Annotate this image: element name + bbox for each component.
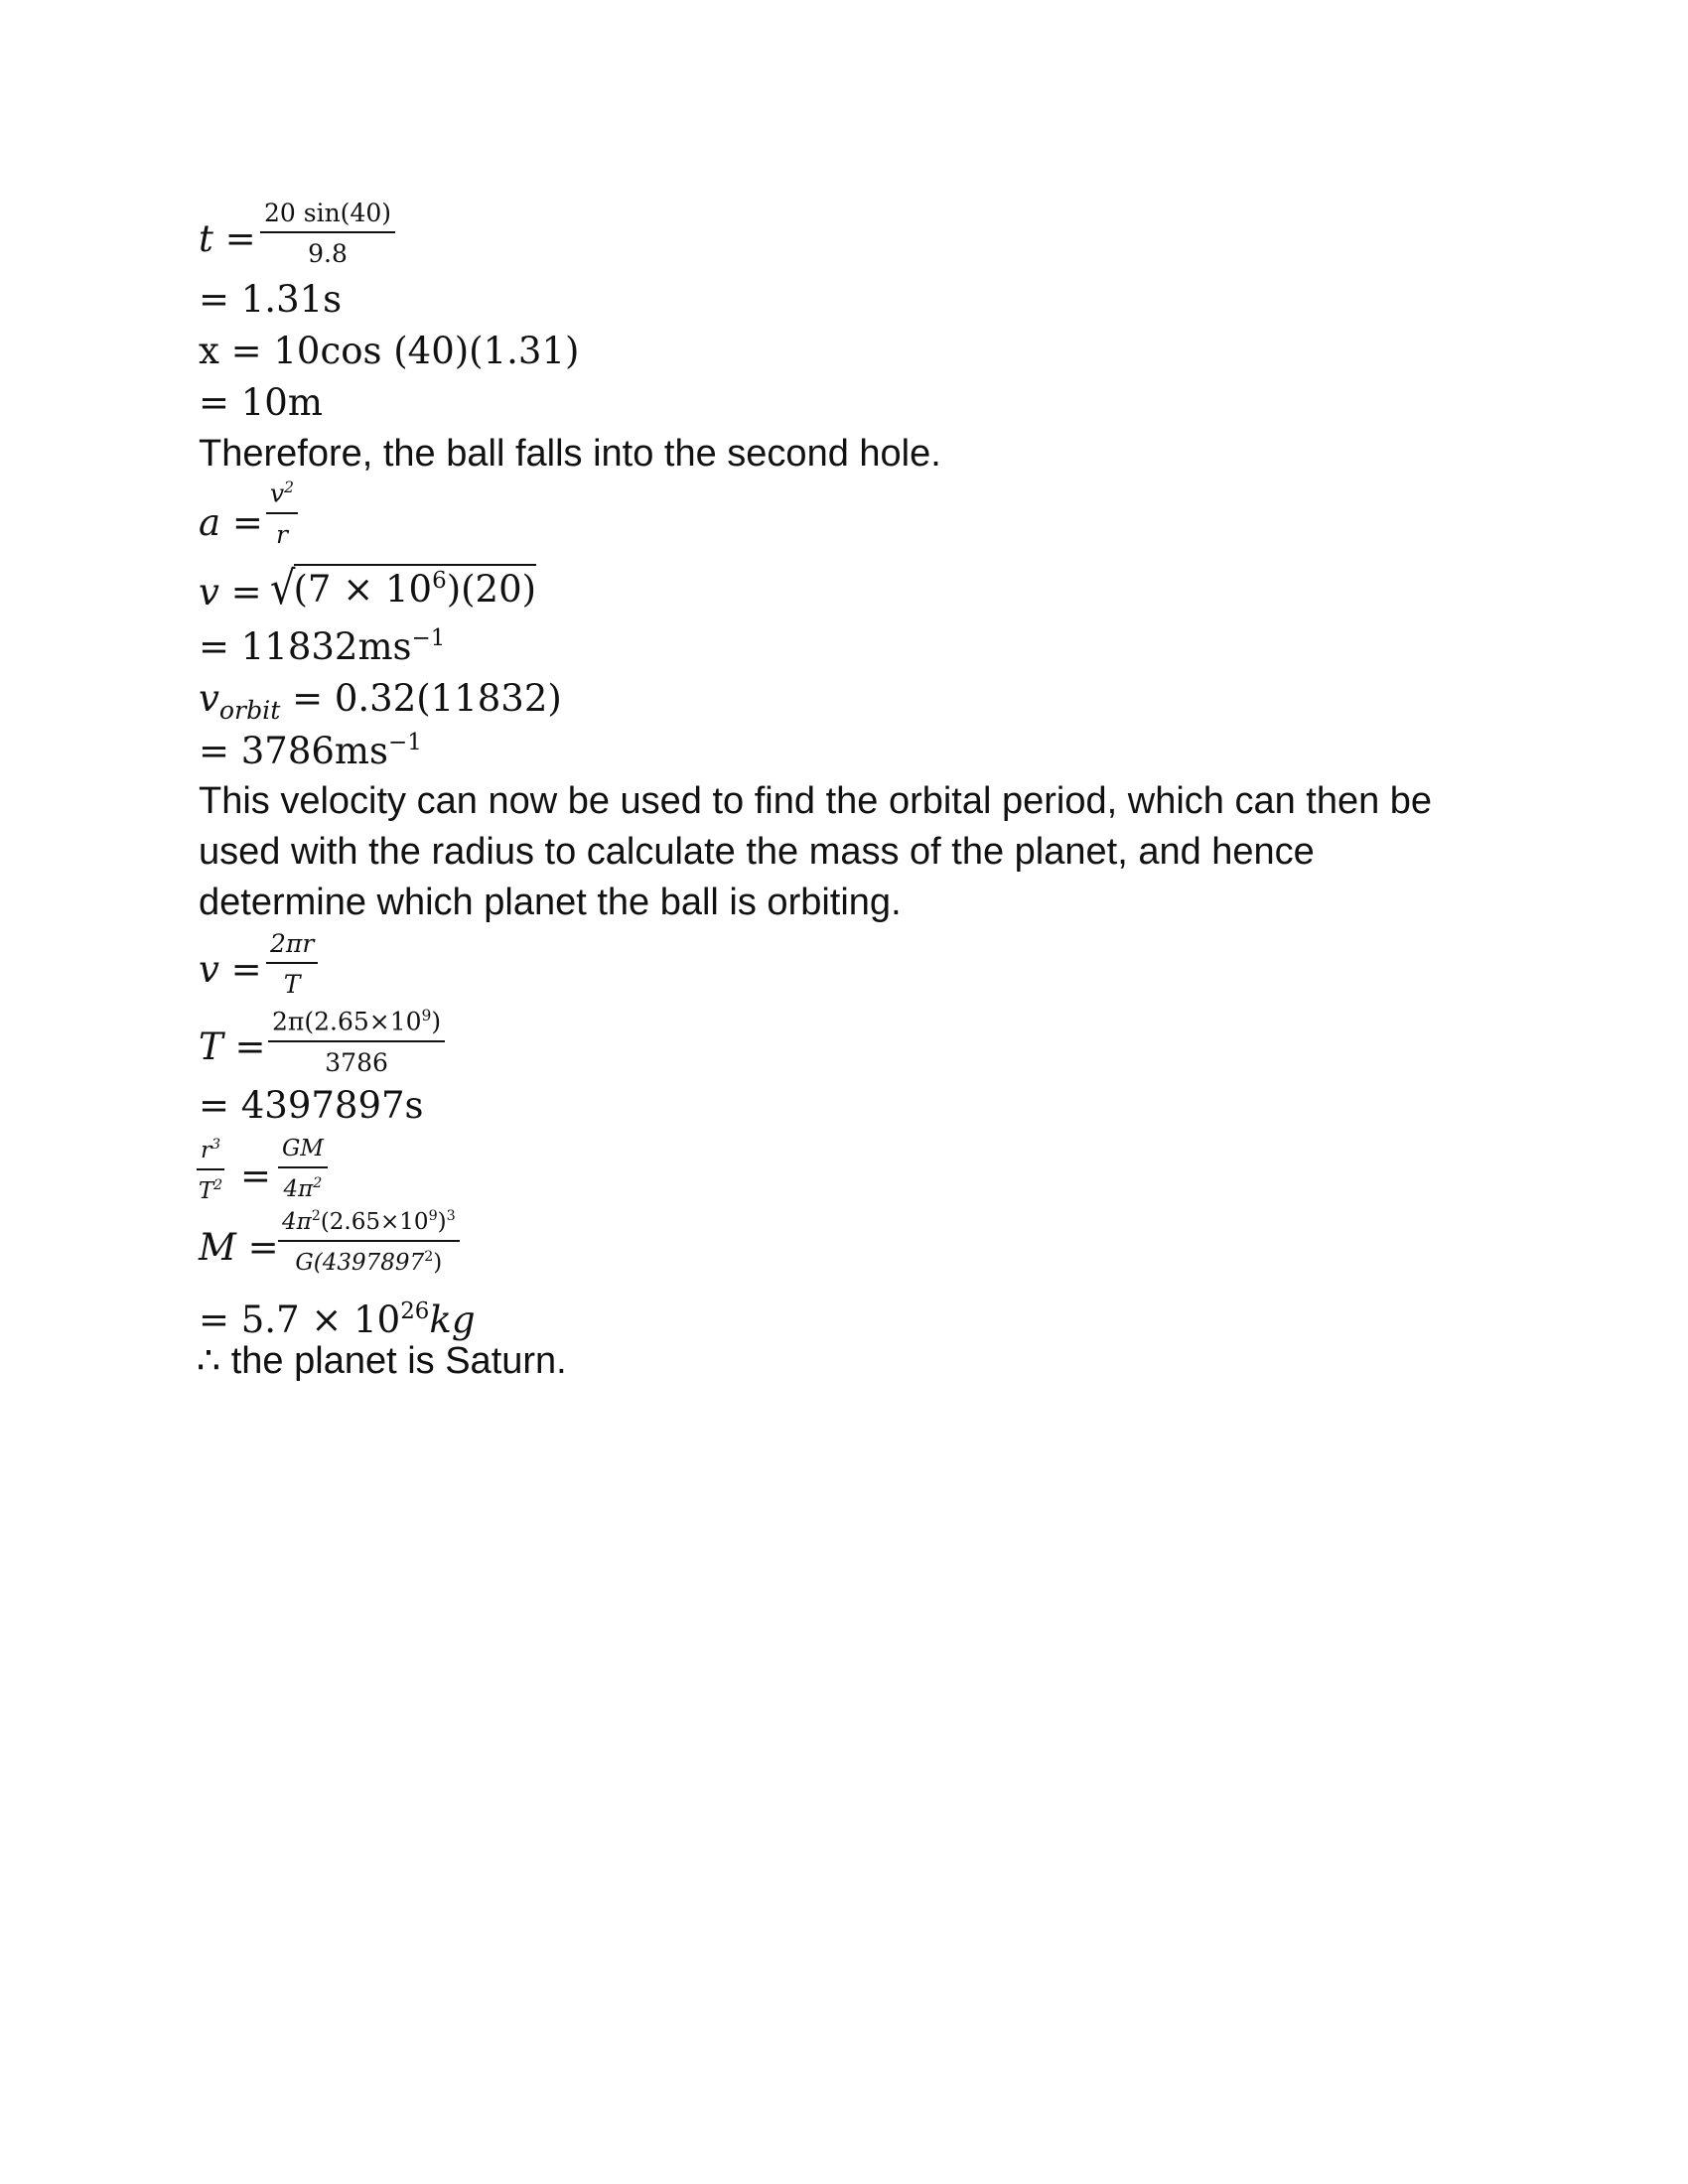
T-lhs: T =	[199, 1025, 266, 1068]
x-equation: x = 10cos (40)(1.31)	[199, 330, 580, 372]
T-numerator: $2\pi(2.65\times 10^9)$	[268, 1009, 445, 1042]
v2-denominator: T	[283, 970, 301, 999]
M-denominator: G(4397897$^2$)	[295, 1248, 443, 1276]
v2-fraction	[266, 931, 318, 997]
kepler-T: T	[198, 1177, 214, 1204]
v2-numerator: 2πr	[266, 931, 318, 964]
M-fraction	[278, 1209, 460, 1275]
T-denominator: 3786	[325, 1047, 388, 1077]
text-second-hole: Therefore, the ball falls into the second hole.	[199, 433, 941, 475]
text-velocity-line-2: used with the radius to calculate the mass of the planet, and hence	[199, 831, 1315, 873]
sqrt-icon: √	[270, 562, 296, 615]
M-result-exponent: 26	[400, 1298, 430, 1324]
text-conclusion: ∴ the planet is Saturn.	[197, 1340, 567, 1382]
vorbit-result: = $3786ms^{-1}$	[199, 730, 422, 773]
T-result: = 4397897s	[199, 1084, 424, 1127]
v2-lhs: v =	[199, 948, 262, 991]
t-result: = 1.31s	[199, 278, 343, 321]
v-radicand: (7 × 10	[293, 568, 433, 612]
M-lhs: M =	[199, 1226, 279, 1269]
kepler-equals: =	[240, 1155, 272, 1197]
a-numerator-exponent: 2	[284, 478, 294, 496]
M-result: = $5.7 \times 10^{26}kg$	[199, 1298, 476, 1342]
text-velocity-line-3: determine which planet the ball is orbiting.	[199, 882, 902, 923]
v-result: = $11832ms^{-1}$	[199, 625, 446, 669]
vorbit-rhs: = 0.32(11832)	[280, 677, 562, 720]
T-fraction	[268, 1009, 445, 1075]
vorbit-equation	[199, 677, 562, 726]
t-numerator: 20 sin(40)	[260, 201, 395, 233]
vorbit-result-exponent: −1	[388, 730, 422, 755]
v-sqrt	[270, 562, 537, 615]
a-lhs: a =	[199, 501, 263, 544]
v-radicand-exponent: 6	[432, 568, 447, 594]
kepler-left-fraction: $\frac{r^3}{T^2}$	[198, 1137, 223, 1204]
v-result-exponent: −1	[411, 625, 446, 651]
kepler-r: r	[201, 1137, 211, 1163]
a-numerator: v	[270, 478, 285, 508]
v-radicand-tail: )(20)	[446, 568, 537, 612]
t-fraction	[260, 201, 395, 266]
t-denominator: 9.8	[308, 239, 348, 268]
x-result: = 10m	[199, 381, 323, 424]
t-lhs: t =	[199, 217, 256, 260]
vorbit-subscript: orbit	[218, 696, 281, 726]
v-lhs: v =	[199, 571, 262, 614]
M-numerator: $4\pi^2(2.65\times 10^9)^3$	[278, 1209, 460, 1242]
a-fraction	[266, 480, 298, 547]
vorbit-symbol: v	[199, 677, 219, 720]
kepler-GM: GM	[278, 1138, 328, 1168]
kepler-4pi: 4π	[283, 1175, 314, 1202]
text-velocity-line-1: This velocity can now be used to find the orbital period, which can then be	[199, 780, 1433, 822]
a-denominator: r	[276, 519, 288, 549]
kepler-right-fraction: $\frac{GM}{4\pi^2}$	[278, 1138, 328, 1201]
